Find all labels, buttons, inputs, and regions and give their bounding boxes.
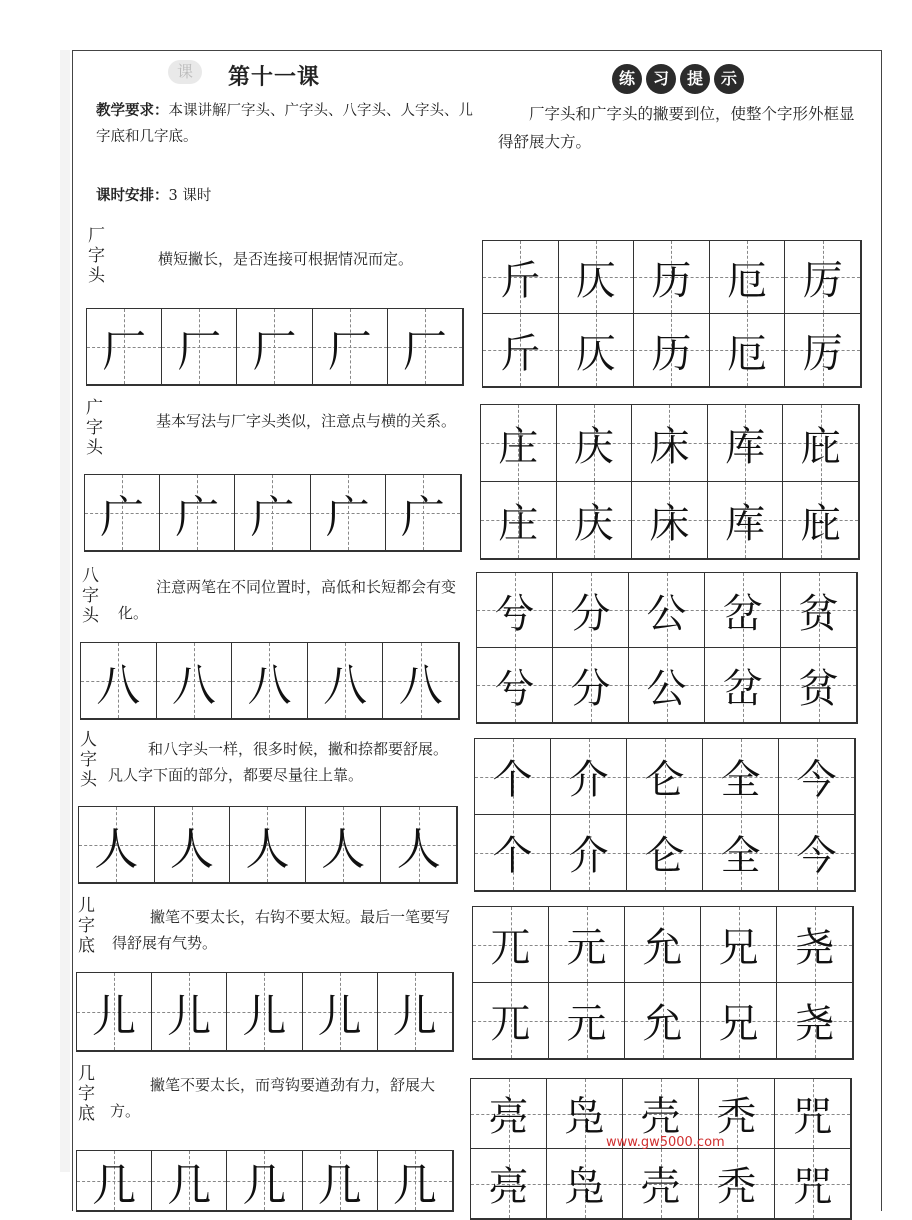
example-cell <box>483 314 559 387</box>
example-cell <box>629 573 705 648</box>
character: 庇 <box>800 423 841 470</box>
character: 公 <box>646 590 687 637</box>
character: 仑 <box>644 833 685 879</box>
section-description: 注意两笔在不同位置时，高低和长短都会有变化。 <box>118 578 457 622</box>
section-label-char: 头 <box>86 438 103 458</box>
practice-grid <box>80 642 460 720</box>
character: 尧 <box>794 1001 835 1047</box>
example-cell <box>703 739 779 815</box>
example-cell <box>785 241 861 314</box>
practice-grid <box>76 1150 454 1212</box>
character: 历 <box>651 330 692 377</box>
example-cell <box>547 1149 623 1219</box>
character: 分 <box>570 590 611 637</box>
page-edge <box>60 50 70 1172</box>
practice-cell <box>79 807 155 883</box>
character: 人 <box>245 823 290 875</box>
section-description: 基本写法与厂字头类似，注意点与横的关系。 <box>156 412 457 430</box>
example-cell <box>481 405 557 482</box>
practice-cell <box>378 1151 453 1211</box>
practice-cell <box>303 973 378 1051</box>
character: 庄 <box>498 500 539 547</box>
practice-cell <box>157 643 233 719</box>
section-label <box>86 398 108 458</box>
section-description: 撇笔不要太长，而弯钩要遒劲有力，舒展大方。 <box>110 1076 436 1120</box>
practice-cell <box>152 973 227 1051</box>
character: 兄 <box>718 925 759 971</box>
schedule-value: 3 课时 <box>168 188 212 204</box>
practice-cell <box>306 807 382 883</box>
example-cell <box>473 983 549 1059</box>
section-label-char: 头 <box>80 770 97 790</box>
section-label <box>78 1064 100 1124</box>
section-label-char: 字 <box>88 246 105 266</box>
character: 厂 <box>327 325 372 377</box>
section-label-char: 几 <box>78 1064 95 1084</box>
practice-cell <box>237 309 312 385</box>
character: 岔 <box>722 665 763 712</box>
practice-cell <box>381 807 457 883</box>
character: 咒 <box>792 1164 833 1210</box>
example-cell <box>785 314 861 387</box>
example-grid <box>476 572 858 724</box>
practice-tips-heading <box>612 64 744 94</box>
example-cell <box>708 405 784 482</box>
character: 儿 <box>92 990 137 1042</box>
character: 庆 <box>573 423 614 470</box>
example-cell <box>703 815 779 891</box>
example-cell <box>632 482 708 559</box>
example-cell <box>471 1149 547 1219</box>
practice-cell <box>77 1151 152 1211</box>
character: 今 <box>796 833 837 879</box>
character: 今 <box>796 757 837 803</box>
example-cell <box>708 482 784 559</box>
section-label-char: 底 <box>78 936 95 956</box>
section-label <box>88 226 110 286</box>
section-description: 横短撇长，是否连接可根据情况而定。 <box>158 250 414 268</box>
character: 厂 <box>252 325 297 377</box>
practice-cell <box>162 309 237 385</box>
character: 仄 <box>575 330 616 377</box>
character: 兮 <box>494 665 535 712</box>
example-cell <box>549 907 625 983</box>
character: 厄 <box>727 257 768 304</box>
character: 广 <box>400 491 445 543</box>
character: 八 <box>247 659 292 711</box>
teaching-requirement <box>96 98 476 150</box>
section-label-char: 字 <box>80 750 97 770</box>
character: 全 <box>720 757 761 803</box>
tip-char: 提 <box>680 64 710 94</box>
example-cell <box>777 907 853 983</box>
practice-tips-text: 厂字头和广字头的撇要到位，使整个字形外框显得舒展大方。 <box>498 105 855 151</box>
character: 厉 <box>802 257 843 304</box>
character: 厉 <box>802 330 843 377</box>
practice-grid <box>78 806 458 884</box>
practice-cell <box>230 807 306 883</box>
section-label-char: 儿 <box>78 896 95 916</box>
character: 分 <box>570 665 611 712</box>
character: 庄 <box>498 423 539 470</box>
character: 几 <box>92 1159 137 1211</box>
practice-cell <box>155 807 231 883</box>
character: 厂 <box>402 325 447 377</box>
example-cell <box>623 1149 699 1219</box>
example-cell <box>779 739 855 815</box>
example-cell <box>781 648 857 723</box>
character: 人 <box>169 823 214 875</box>
practice-cell <box>303 1151 378 1211</box>
lesson-title: 第十一课 <box>228 64 321 90</box>
character: 秃 <box>716 1094 757 1140</box>
character: 凫 <box>564 1094 605 1140</box>
tip-char: 示 <box>714 64 744 94</box>
character: 斤 <box>500 257 541 304</box>
character: 兮 <box>494 590 535 637</box>
character: 亮 <box>488 1094 529 1140</box>
character: 人 <box>321 823 366 875</box>
character: 公 <box>646 665 687 712</box>
practice-cell <box>308 643 384 719</box>
character: 广 <box>250 491 295 543</box>
example-cell <box>705 573 781 648</box>
practice-cell <box>81 643 157 719</box>
character: 厂 <box>177 325 222 377</box>
lesson-badge: 课 <box>168 60 202 84</box>
example-cell <box>483 241 559 314</box>
character: 人 <box>396 823 441 875</box>
character: 元 <box>566 1001 607 1047</box>
practice-cell <box>232 643 308 719</box>
practice-cell <box>313 309 388 385</box>
example-cell <box>701 907 777 983</box>
character: 广 <box>175 491 220 543</box>
section-label-char: 头 <box>82 606 99 626</box>
character: 八 <box>96 659 141 711</box>
character: 历 <box>651 257 692 304</box>
example-cell <box>559 241 635 314</box>
character: 介 <box>568 833 609 879</box>
character: 几 <box>242 1159 287 1211</box>
character: 庆 <box>573 500 614 547</box>
practice-grid <box>76 972 454 1052</box>
character: 个 <box>492 757 533 803</box>
section-label-char: 字 <box>86 418 103 438</box>
tip-char: 练 <box>612 64 642 94</box>
practice-cell <box>227 973 302 1051</box>
practice-cell <box>386 475 461 551</box>
practice-cell <box>383 643 459 719</box>
example-cell <box>625 983 701 1059</box>
section-label <box>78 896 100 956</box>
character: 仑 <box>644 757 685 803</box>
section-label-char: 八 <box>82 566 99 586</box>
section-label-char: 底 <box>78 1104 95 1124</box>
practice-cell <box>85 475 160 551</box>
practice-cell <box>235 475 310 551</box>
example-cell <box>475 815 551 891</box>
example-cell <box>710 314 786 387</box>
example-cell <box>779 815 855 891</box>
character: 允 <box>642 925 683 971</box>
character: 尧 <box>794 925 835 971</box>
character: 床 <box>649 423 690 470</box>
example-cell <box>775 1079 851 1149</box>
character: 咒 <box>792 1094 833 1140</box>
character: 仄 <box>575 257 616 304</box>
tip-char: 习 <box>646 64 676 94</box>
example-grid <box>482 240 862 388</box>
character: 兄 <box>718 1001 759 1047</box>
section-label-char: 人 <box>80 730 97 750</box>
example-cell <box>781 573 857 648</box>
character: 厄 <box>727 330 768 377</box>
section-description: 撇笔不要太长，右钩不要太短。最后一笔要写得舒展有气势。 <box>112 908 451 952</box>
character: 几 <box>392 1159 437 1211</box>
practice-cell <box>311 475 386 551</box>
section-label-char: 厂 <box>88 226 105 246</box>
example-grid <box>472 906 854 1060</box>
example-cell <box>559 314 635 387</box>
requirement-label: 教学要求： <box>96 103 169 119</box>
example-cell <box>557 405 633 482</box>
section-label-char: 字 <box>78 1084 95 1104</box>
section-label <box>80 730 102 790</box>
example-cell <box>475 739 551 815</box>
character: 几 <box>167 1159 212 1211</box>
example-cell <box>634 241 710 314</box>
example-cell <box>473 907 549 983</box>
example-cell <box>553 573 629 648</box>
character: 贫 <box>798 590 839 637</box>
example-cell <box>777 983 853 1059</box>
example-cell <box>549 983 625 1059</box>
character: 元 <box>566 925 607 971</box>
character: 壳 <box>640 1094 681 1140</box>
example-cell <box>627 739 703 815</box>
character: 儿 <box>317 990 362 1042</box>
practice-cell <box>160 475 235 551</box>
example-cell <box>701 983 777 1059</box>
example-cell <box>705 648 781 723</box>
example-cell <box>783 482 859 559</box>
example-cell <box>627 815 703 891</box>
example-cell <box>553 648 629 723</box>
character: 广 <box>100 491 145 543</box>
example-cell <box>629 648 705 723</box>
character: 兀 <box>490 925 531 971</box>
example-cell <box>481 482 557 559</box>
character: 亮 <box>488 1164 529 1210</box>
example-cell <box>551 815 627 891</box>
example-cell <box>634 314 710 387</box>
character: 床 <box>649 500 690 547</box>
section-label-char: 广 <box>86 398 103 418</box>
practice-cell <box>378 973 453 1051</box>
practice-grid <box>84 474 462 552</box>
character: 介 <box>568 757 609 803</box>
character: 儿 <box>242 990 287 1042</box>
character: 允 <box>642 1001 683 1047</box>
character: 斤 <box>500 330 541 377</box>
example-grid <box>474 738 856 892</box>
example-cell <box>551 739 627 815</box>
section-label-char: 字 <box>82 586 99 606</box>
example-cell <box>775 1149 851 1219</box>
character: 八 <box>323 659 368 711</box>
example-cell <box>471 1079 547 1149</box>
watermark: www.gw5000.com <box>606 1135 725 1150</box>
character: 岔 <box>722 590 763 637</box>
example-cell <box>783 405 859 482</box>
practice-cell <box>227 1151 302 1211</box>
section-label-char: 头 <box>88 266 105 286</box>
practice-cell <box>87 309 162 385</box>
character: 个 <box>492 833 533 879</box>
character: 厂 <box>102 325 147 377</box>
character: 全 <box>720 833 761 879</box>
character: 八 <box>171 659 216 711</box>
section-label <box>82 566 104 626</box>
example-cell <box>625 907 701 983</box>
character: 库 <box>725 423 766 470</box>
example-cell <box>477 648 553 723</box>
character: 几 <box>317 1159 362 1211</box>
character: 八 <box>398 659 443 711</box>
section-description: 和八字头一样，很多时候，撇和捺都要舒展。凡人字下面的部分，都要尽量往上靠。 <box>108 740 449 784</box>
character: 人 <box>94 823 139 875</box>
practice-cell <box>388 309 463 385</box>
character: 庇 <box>800 500 841 547</box>
schedule-label: 课时安排： <box>96 188 169 204</box>
example-cell <box>710 241 786 314</box>
practice-cell <box>77 973 152 1051</box>
character: 贫 <box>798 665 839 712</box>
character: 凫 <box>564 1164 605 1210</box>
character: 广 <box>325 491 370 543</box>
character: 儿 <box>392 990 437 1042</box>
example-grid <box>480 404 860 560</box>
practice-grid <box>86 308 464 386</box>
character: 库 <box>725 500 766 547</box>
class-schedule <box>96 184 211 205</box>
character: 儿 <box>167 990 212 1042</box>
character: 兀 <box>490 1001 531 1047</box>
example-cell <box>557 482 633 559</box>
example-cell <box>477 573 553 648</box>
character: 秃 <box>716 1164 757 1210</box>
section-label-char: 字 <box>78 916 95 936</box>
practice-cell <box>152 1151 227 1211</box>
example-cell <box>699 1149 775 1219</box>
character: 壳 <box>640 1164 681 1210</box>
example-cell <box>632 405 708 482</box>
requirement-text: 本课讲解厂字头、广字头、八字头、人字头、儿字底和几字底。 <box>96 103 473 145</box>
